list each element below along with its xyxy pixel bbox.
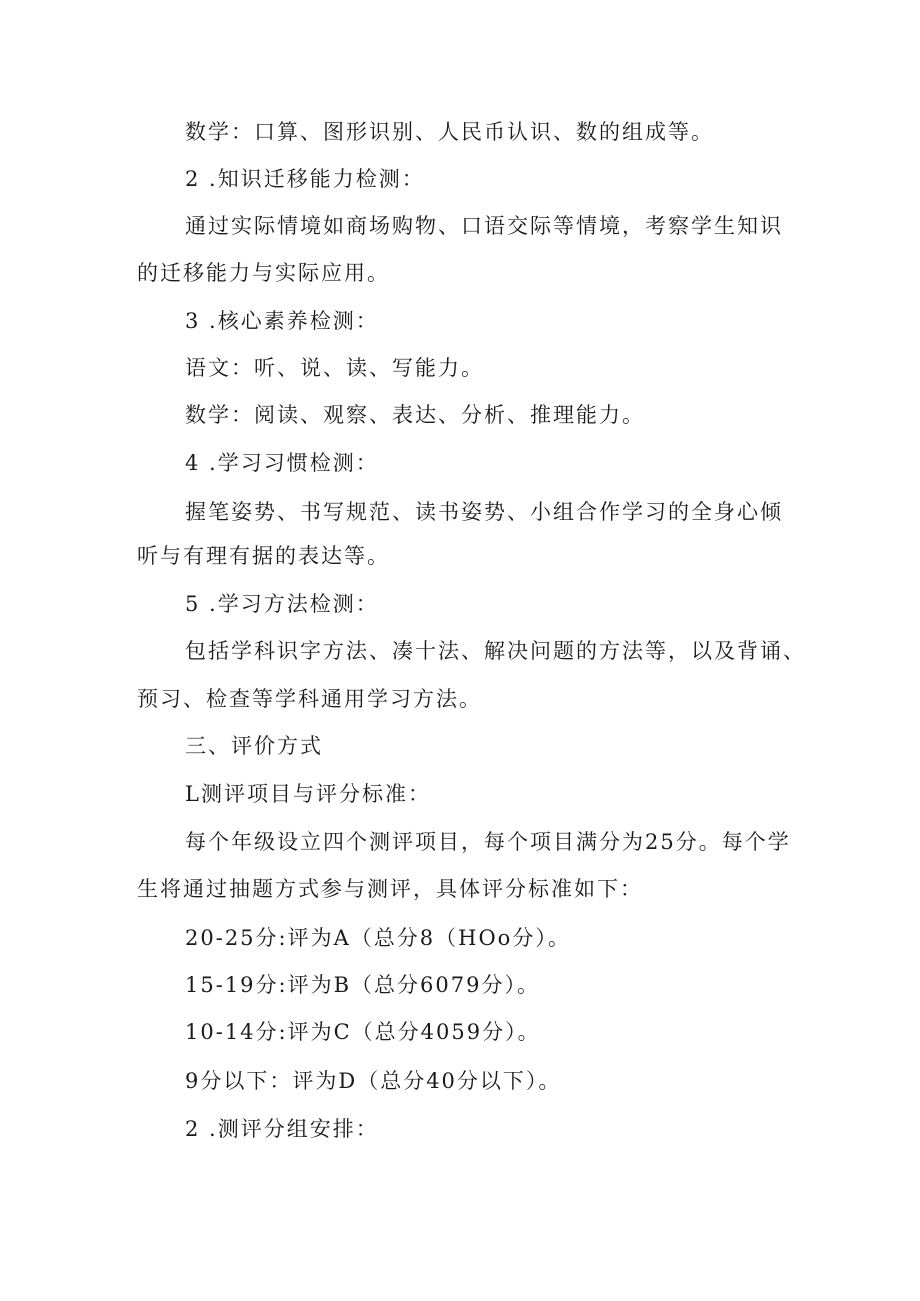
grade-d-rule: 9分以下：评为D（总分40分以下）。 xyxy=(185,1069,562,1093)
paragraph-items-line1: 每个年级设立四个测评项目，每个项目满分为25分。每个学 xyxy=(185,830,791,854)
paragraph-habits-line1: 握笔姿势、书写规范、读书姿势、小组合作学习的全身心倾 xyxy=(185,500,783,524)
section-heading-evaluation: 三、评价方式 xyxy=(185,734,323,758)
paragraph-items-line2: 生将通过抽题方式参与测评，具体评分标准如下： xyxy=(137,877,643,901)
paragraph-methods-line1: 包括学科识字方法、凑十法、解决问题的方法等，以及背诵、 xyxy=(185,639,806,663)
paragraph-transfer-line1: 通过实际情境如商场购物、口语交际等情境，考察学生知识 xyxy=(185,214,783,238)
paragraph-chinese-literacy: 语文：听、说、读、写能力。 xyxy=(185,356,484,380)
heading-core-literacy: 3 .核心素养检测： xyxy=(185,309,379,333)
paragraph-habits-line2: 听与有理有据的表达等。 xyxy=(137,544,390,568)
heading-knowledge-transfer: 2 .知识迁移能力检测： xyxy=(185,167,425,191)
grade-a-rule: 20-25分:评为A（总分8（HOo分）。 xyxy=(185,926,571,950)
heading-study-methods: 5 .学习方法检测： xyxy=(185,592,379,616)
paragraph-methods-line2: 预习、检查等学科通用学习方法。 xyxy=(137,687,482,711)
paragraph-math-content: 数学：口算、图形识别、人民币认识、数的组成等。 xyxy=(185,120,714,144)
paragraph-transfer-line2: 的迁移能力与实际应用。 xyxy=(137,261,390,285)
heading-grouping: 2 .测评分组安排： xyxy=(185,1117,379,1141)
grade-b-rule: 15-19分:评为B（总分6079分）。 xyxy=(185,973,540,997)
grade-c-rule: 10-14分:评为C（总分4059分）。 xyxy=(185,1020,541,1044)
heading-study-habits: 4 .学习习惯检测： xyxy=(185,451,379,475)
paragraph-math-literacy: 数学：阅读、观察、表达、分析、推理能力。 xyxy=(185,403,645,427)
heading-items-standards: L测评项目与评分标准： xyxy=(185,782,431,806)
